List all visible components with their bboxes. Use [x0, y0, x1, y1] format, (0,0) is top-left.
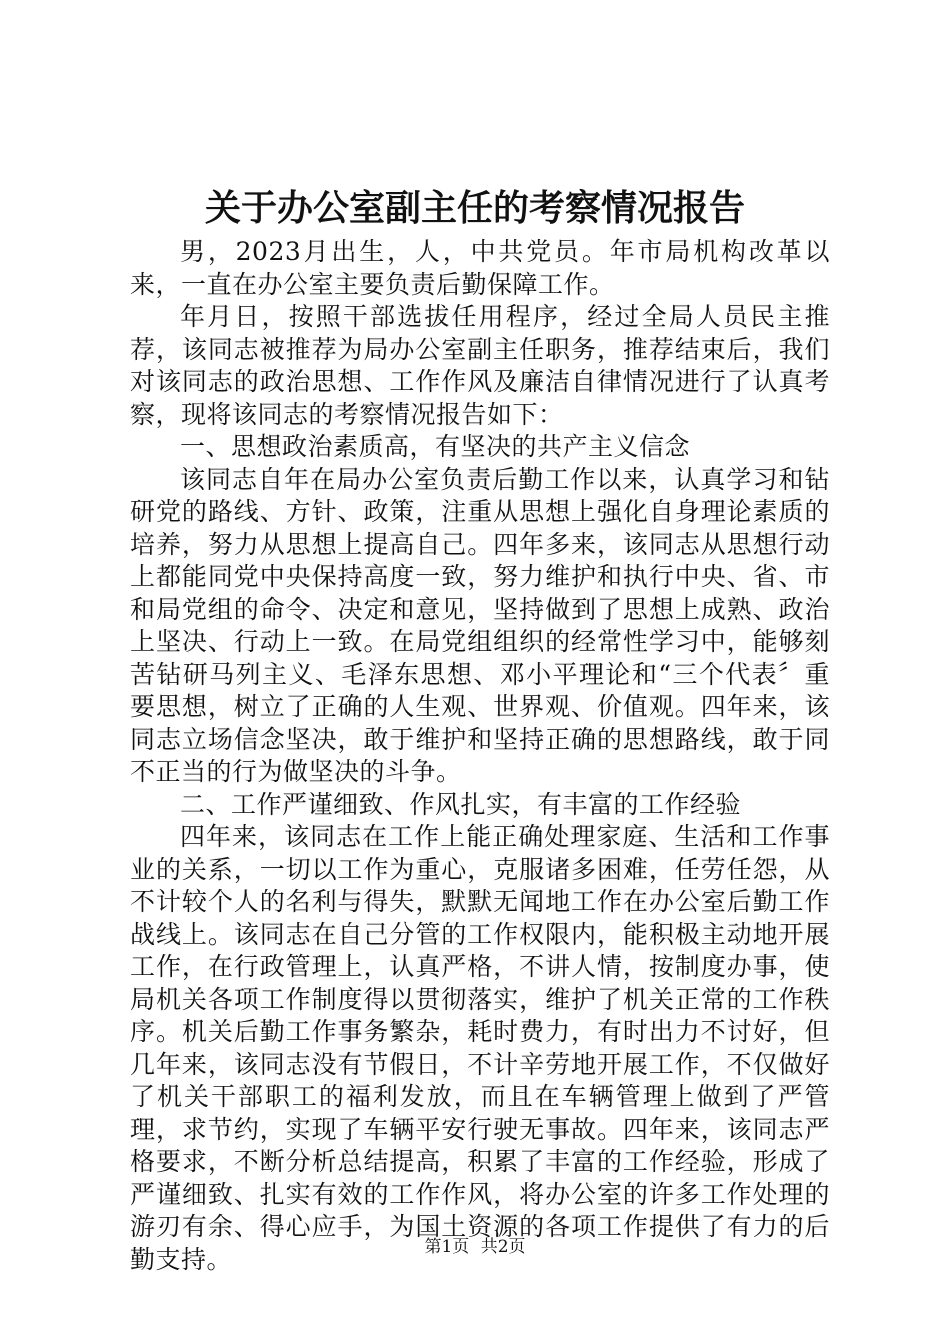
paragraph-section-2: 四年来，该同志在工作上能正确处理家庭、生活和工作事业的关系，一切以工作为重心，克服诸多困难，任劳任怨，从不计较个人的名利与得失，默默无闻地工作在办公室后勤工作战线上。该同志在自己分管的工作权限内，能积极主动地开展工作，在行政管理上，认真严格，不讲人情，按制度办事，使局机关各项工作制度得以贯彻落实，维护了机关正常的工作秩序。机关后勤工作事务繁杂，耗时费力，有时出力不讨好，但几年来，该同志没有节假日，不计辛劳地开展工作，不仅做好了机关干部职工的福利发放，而且在车辆管理上做到了严管理，求节约，实现了车辆平安行驶无事故。四年来，该同志严格要求，不断分析总结提高，积累了丰富的工作经验，形成了严谨细致、扎实有效的工作作风，将办公室的许多工作处理的游刃有余、得心应手，为国土资源的各项工作提供了有力的后勤支持。: [130, 822, 830, 1274]
document-title: 关于办公室副主任的考察情况报告: [204, 187, 745, 229]
page-footer: [0, 1235, 950, 1259]
section-heading-1: 一、思想政治素质高，有坚决的共产主义信念: [180, 432, 691, 461]
paragraph-intro: 男，2023月出生，人，中共党员。年市局机构改革以来，一直在办公室主要负责后勤保障工作。: [130, 237, 830, 299]
page-number-total: 共2页: [480, 1237, 526, 1257]
document-body: [130, 236, 830, 1276]
paragraph-section-1: 该同志自年在局办公室负责后勤工作以来，认真学习和钻研党的路线、方针、政策，注重从思想上强化自身理论素质的培养，努力从思想上提高自己。四年多来，该同志从思想行动上都能同党中央保持高度一致，努力维护和执行中央、省、市和局党组的命令、决定和意见，坚持做到了思想上成熟、政治上坚决、行动上一致。在局党组组织的经常性学习中，能够刻苦钻研马列主义、毛泽东思想、邓小平理论和“三个代表〞重要思想，树立了正确的人生观、世界观、价值观。四年来，该同志立场信念坚决，敢于维护和坚持正确的思想路线，敢于同不正当的行为做坚决的斗争。: [130, 464, 830, 786]
page-number-current: 第1页: [424, 1237, 470, 1257]
paragraph-background: 年月日，按照干部选拔任用程序，经过全局人员民主推荐，该同志被推荐为局办公室副主任职务，推荐结束后，我们对该同志的政治思想、工作作风及廉洁自律情况进行了认真考察，现将该同志的考察情况报告如下：: [130, 302, 830, 429]
section-heading-2: 二、工作严谨细致、作风扎实，有丰富的工作经验: [180, 789, 742, 819]
